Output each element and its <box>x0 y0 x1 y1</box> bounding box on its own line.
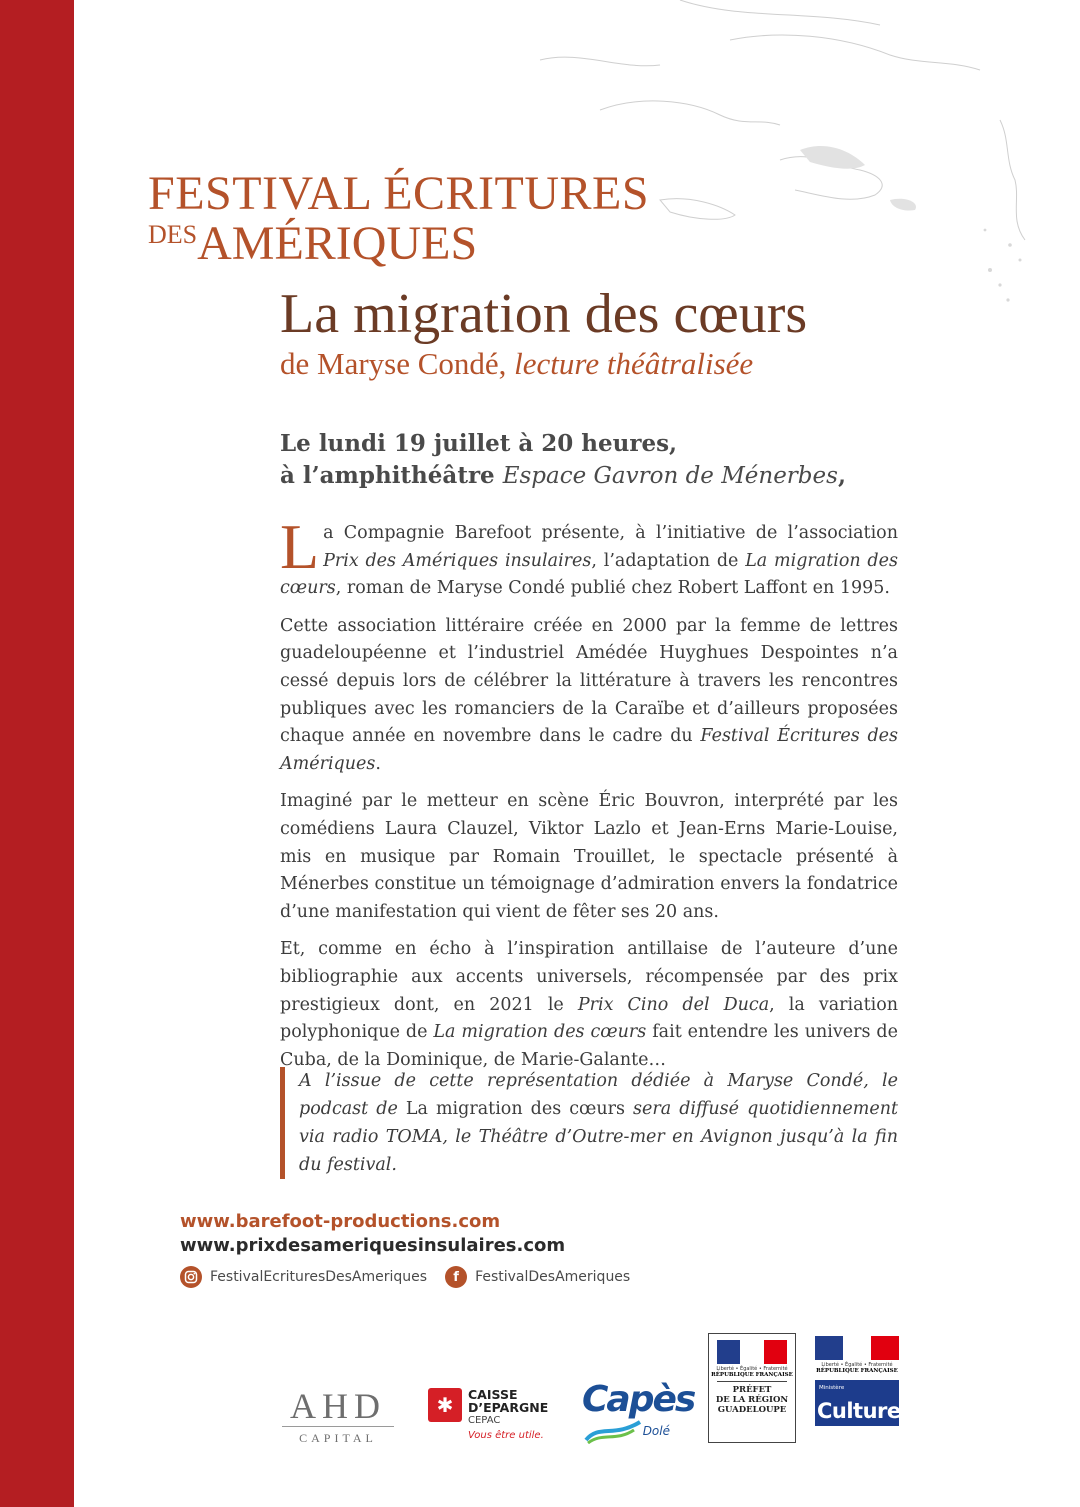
instagram-icon <box>180 1266 202 1288</box>
event-date: Le lundi 19 juillet à 20 heures, <box>280 430 678 457</box>
event-title: La migration des cœurs <box>280 283 808 345</box>
event-date-venue <box>280 428 900 492</box>
caisse-epargne-logo: ✱ CAISSE D’EPARGNE CEPAC Vous être utile. <box>428 1388 548 1442</box>
event-subtitle <box>280 346 753 382</box>
ministere-culture-logo: Liberté • Égalité • Fraternité RÉPUBLIQUE FRANÇAISE Ministère Culture <box>815 1336 899 1426</box>
festival-name-ameriques: AMÉRIQUES <box>197 217 478 270</box>
social-links <box>180 1266 630 1288</box>
event-venue <box>280 460 900 492</box>
paragraph-4: Et, comme en écho à l’inspiration antillaise de l’auteure d’une bibliographie aux accents universels, récompensée par des prix prestigieux dont, en 2021 le Prix Cino del Duca, la variation polyphonique de La migration des cœurs fait entendre les univers de Cuba, de la Dominique, de Marie-Galante… <box>280 939 899 1070</box>
prefet-guadeloupe-logo: Liberté • Égalité • Fraternité RÉPUBLIQUE FRANÇAISE PRÉFET DE LA RÉGION GUADELOUPE <box>708 1333 796 1443</box>
festival-logo <box>148 167 650 270</box>
marianne-flag-icon <box>815 1336 899 1360</box>
prix-website-link[interactable]: www.prixdesameriquesinsulaires.com <box>180 1235 566 1256</box>
capes-dole-logo: Capès Dolé <box>582 1380 672 1446</box>
paragraph-2: Cette association littéraire créée en 2000 par la femme de lettres guadeloupéenne et l’industriel Amédée Huyghues Despointes n’a cessé depuis lors de célébrer la littérature à travers les rencontres publiques avec les romanciers de la Caraïbe et d’ailleurs proposées chaque année en novembre dans le cadre du Festival Écritures des Amériques. <box>280 615 898 774</box>
wave-icon <box>584 1418 644 1444</box>
ahd-capital-logo: AHD CAPITAL <box>282 1388 394 1446</box>
venue-prefix: à l’amphithéâtre <box>280 462 503 489</box>
instagram-handle[interactable]: FestivalEcrituresDesAmeriques <box>210 1269 428 1285</box>
venue-suffix: , <box>837 462 846 489</box>
drop-cap: L <box>280 511 320 582</box>
paragraph-1: La Compagnie Barefoot présente, à l’initiative de l’association Prix des Amériques insulaires, l’adaptation de La migration des cœurs, roman de Maryse Condé publié chez Robert Laffont en 1995. <box>280 511 898 599</box>
facebook-handle[interactable]: FestivalDesAmeriques <box>475 1269 631 1285</box>
paragraph-3: Imaginé par le metteur en scène Éric Bouvron, interprété par les comédiens Laura Clauzel, Viktor Lazlo et Jean-Erns Marie-Louise, mis en musique par Romain Trouillet, le spectacle présenté à Ménerbes constitue un témoignage d’admiration envers la fondatrice d’une manifestation qui vient de fêter ses 20 ans. <box>280 791 898 922</box>
venue-name: Espace Gavron de Ménerbes <box>502 463 838 489</box>
squirrel-icon: ✱ <box>428 1388 462 1422</box>
facebook-icon: f <box>445 1266 467 1288</box>
body-text <box>280 511 899 1084</box>
caribbean-map-decoration <box>480 0 1080 330</box>
marianne-flag-icon <box>717 1340 787 1364</box>
barefoot-website-link[interactable]: www.barefoot-productions.com <box>180 1211 501 1232</box>
festival-name-line1: FESTIVAL ÉCRITURES <box>148 167 650 220</box>
left-red-band <box>0 0 74 1507</box>
contact-links <box>180 1210 630 1288</box>
festival-name-des: DES <box>148 220 198 249</box>
event-subtitle-genre: lecture théâtralisée <box>514 346 754 381</box>
podcast-callout: A l’issue de cette représentation dédiée à Maryse Condé, le podcast de La migration des cœurs sera diffusé quotidiennement via radio TOMA, le Théâtre d’Outre-mer en Avignon jusqu’à la fin du festival. <box>280 1067 898 1179</box>
event-subtitle-author: de Maryse Condé, <box>280 346 515 381</box>
